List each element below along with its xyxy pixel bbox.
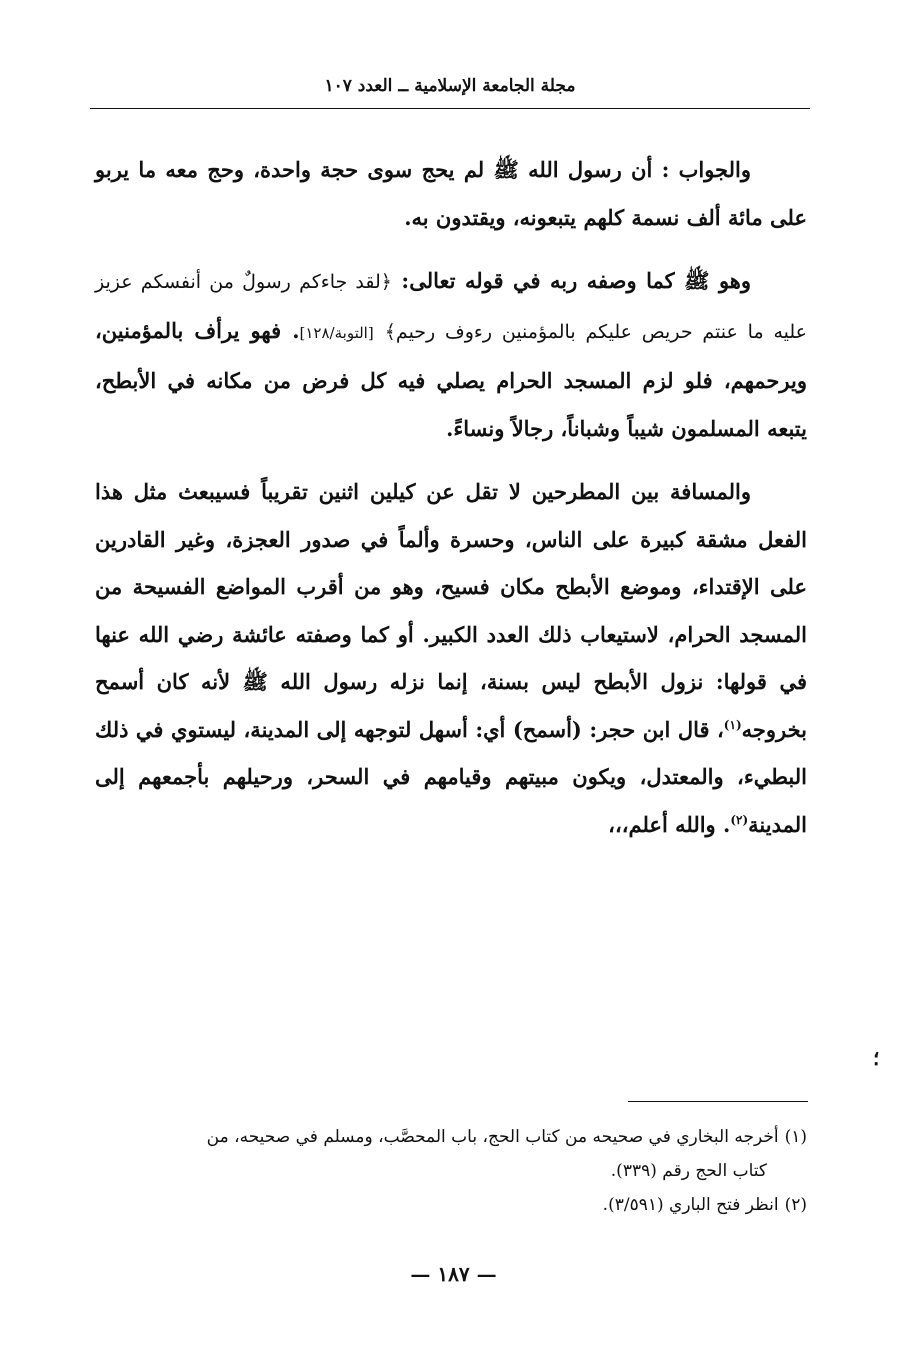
paragraph-distance: [95, 468, 807, 848]
footnote-2-text: انظر فتح الباري (٣/٥٩١).: [602, 1195, 779, 1215]
header-divider: [90, 108, 810, 109]
footnote-1-text: أخرجه البخاري في صحيحه من كتاب الحج، باب المحصَّب، ومسلم في صحيحه، من: [206, 1127, 779, 1147]
paragraph-distance-part1: والمسافة بين المطرحين لا تقل عن كيلين اثنين تقريباً فسيبعث مثل هذا الفعل مشقة كبيرة على الناس، وحسرة وألماً في صدور العجزة، وغير القادرين على الإقتداء، وموضع الأبطح مكان فسيح، وهو من أقرب المواضع الفسيحة من المسجد الحرام، لاستيعاب ذلك العدد الكبير. أو كما وصفته عائشة رضي الله عنها في قولها: نزول الأبطح ليس بسنة، إنما نزله رسول الله ﷺ لأنه كان أسمح بخروجه: [95, 479, 807, 742]
verse-reference: [التوبة/١٢٨]: [299, 323, 374, 342]
margin-mark: ؛: [873, 1046, 880, 1070]
footnote-marker-1[interactable]: (١): [723, 717, 742, 732]
paragraph-description: [95, 257, 807, 452]
page-number: — ١٨٧ —: [410, 1262, 497, 1286]
footnotes-section: [95, 1120, 807, 1222]
footnote-1-continuation: كتاب الحج رقم (٣٣٩).: [610, 1161, 767, 1181]
paragraph-distance-part2: ، قال ابن حجر: (أسمح) أي: أسهل لتوجهه إلى المدينة، ليستوي في ذلك البطيء، والمعتدل، ويكون مبيتهم وقيامهم في السحر، ورحيلهم بأجمعهم إلى المدينة: [95, 716, 807, 837]
quran-verse: ﴿لقد جاءكم رسولٌ من أنفسكم عزيز عليه ما عنتم حريص عليكم بالمؤمنين رءوف رحيم﴾: [95, 271, 808, 343]
paragraph-answer: والجواب : أن رسول الله ﷺ لم يحج سوى حجة واحدة، وحج معه ما يربو على مائة ألف نسمة كلهم يتبعونه، ويقتدون به.: [95, 157, 807, 230]
footnote-marker-2[interactable]: (٢): [730, 812, 749, 827]
footnote-divider: [628, 1101, 808, 1102]
paragraph-description-intro: وهو ﷺ كما وصفه ربه في قوله تعالى:: [391, 268, 752, 293]
footnote-1: [95, 1120, 807, 1154]
journal-header: مجلة الجامعة الإسلامية ــ العدد ١٠٧: [324, 76, 576, 96]
paragraph-distance-part3: . والله أعلم،،،: [608, 811, 731, 837]
paragraph-description-rest: . فهو يرأف بالمؤمنين، ويرحمهم، فلو لزم المسجد الحرام يصلي فيه كل فرض من مكانه في الأبطح، يتبعه المسلمون شيباً وشباناً، رجالاً ونساءً.: [95, 317, 807, 441]
article-body: [95, 146, 807, 864]
footnote-2-number: (٢): [784, 1195, 807, 1215]
footnote-1-number: (١): [784, 1127, 807, 1147]
footnote-2: [95, 1188, 807, 1222]
